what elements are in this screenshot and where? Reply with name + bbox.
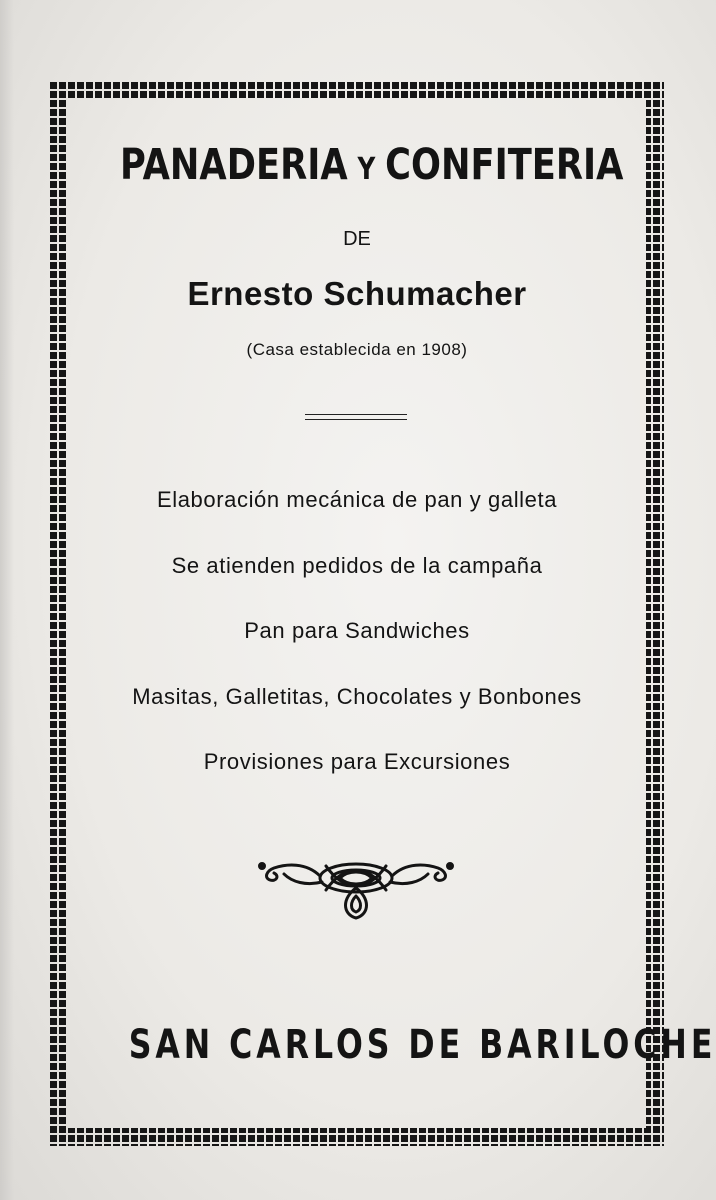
title-conjunction: Y bbox=[357, 152, 376, 187]
service-item: Provisiones para Excursiones bbox=[203, 749, 511, 774]
double-rule-divider bbox=[305, 414, 407, 420]
business-title bbox=[120, 140, 624, 190]
title-panaderia: PANADERIA bbox=[120, 140, 348, 190]
preposition-de: DE bbox=[343, 228, 371, 250]
page-edge-shadow bbox=[0, 0, 14, 1200]
established-note: (Casa establecida en 1908) bbox=[246, 340, 468, 359]
city-name: SAN CARLOS DE BARILOCHE bbox=[128, 1022, 716, 1068]
service-item: Masitas, Galletitas, Chocolates y Bonbones bbox=[132, 683, 582, 709]
owner-name: Ernesto Schumacher bbox=[187, 275, 527, 312]
service-item: Elaboración mecánica de pan y galleta bbox=[156, 487, 558, 512]
service-item: Pan para Sandwiches bbox=[244, 618, 470, 643]
title-confiteria: CONFITERIA bbox=[385, 140, 624, 190]
scroll-flourish-icon bbox=[256, 852, 456, 928]
services-list bbox=[68, 481, 646, 809]
service-item: Se atienden pedidos de la campaña bbox=[171, 552, 543, 578]
